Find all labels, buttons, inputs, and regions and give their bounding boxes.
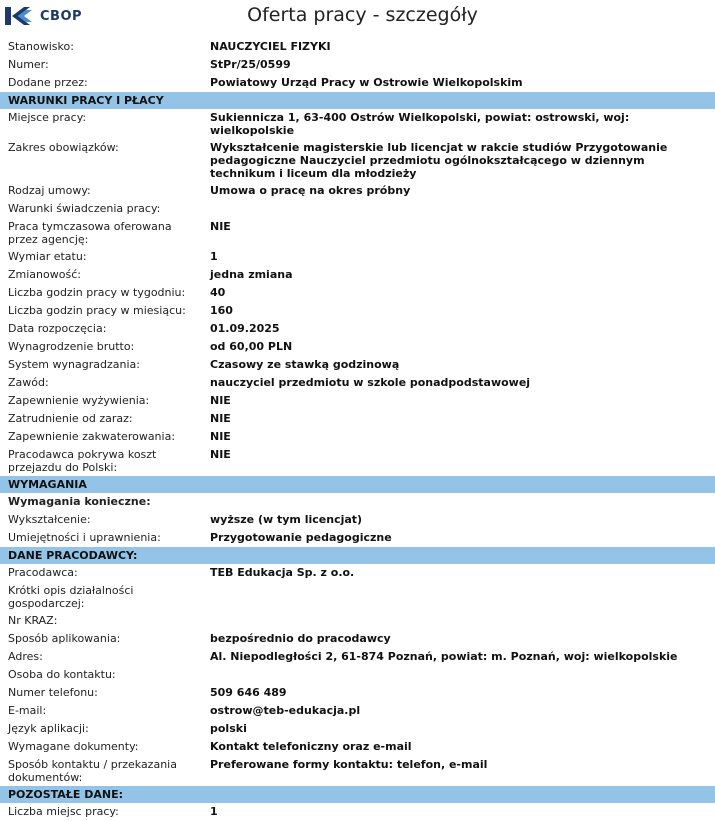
- detail-row: [0, 756, 715, 786]
- row-label: Numer:: [8, 58, 49, 71]
- row-value: od 60,00 PLN: [210, 340, 293, 353]
- detail-row: [0, 302, 715, 320]
- detail-row: [0, 200, 715, 218]
- row-label: Zakres obowiązków:: [8, 141, 119, 154]
- row-label: Liczba godzin pracy w tygodniu:: [8, 286, 186, 299]
- detail-row: [0, 374, 715, 392]
- section-header-requirements: [0, 476, 715, 493]
- row-value: Preferowane formy kontaktu: telefon, e-mail: [210, 758, 488, 771]
- row-value: polski: [210, 722, 247, 735]
- row-value: 1: [210, 250, 218, 263]
- row-value: [202, 582, 715, 612]
- detail-row: [0, 139, 715, 182]
- detail-row: [0, 428, 715, 446]
- row-label: Umiejętności i uprawnienia:: [8, 531, 161, 544]
- row-value: 40: [210, 286, 226, 299]
- row-label: Miejsce pracy:: [8, 111, 87, 124]
- detail-row: [0, 266, 715, 284]
- section-header-employer: [0, 547, 715, 564]
- detail-row: [0, 248, 715, 266]
- detail-row: [0, 648, 715, 666]
- row-label: Stanowisko:: [8, 40, 74, 53]
- row-value: 01.09.2025: [210, 322, 280, 335]
- row-value: NIE: [210, 394, 231, 407]
- row-value: [202, 666, 715, 684]
- detail-row: [0, 338, 715, 356]
- offer-details-table: [0, 38, 715, 821]
- detail-row: [0, 218, 715, 248]
- row-value: NIE: [210, 430, 231, 443]
- logo-text: CBOP: [40, 8, 83, 24]
- row-value: NIE: [210, 220, 231, 233]
- row-label: Zapewnienie wyżywienia:: [8, 394, 150, 407]
- row-value: Sukiennicza 1, 63-400 Ostrów Wielkopolski, powiat: ostrowski, woj: wielkopolskie: [210, 111, 630, 137]
- detail-row: [0, 320, 715, 338]
- row-label: Zawód:: [8, 376, 49, 389]
- row-label: Dodane przez:: [8, 76, 88, 89]
- row-value: NIE: [210, 448, 231, 461]
- row-label: Pracodawca:: [8, 566, 78, 579]
- page-title: Oferta pracy - szczegóły: [247, 4, 478, 26]
- detail-row: [0, 738, 715, 756]
- requirements-subheading-row: [0, 493, 715, 511]
- section-title: WARUNKI PRACY I PŁACY: [0, 92, 715, 109]
- detail-row: [0, 564, 715, 582]
- row-label: Osoba do kontaktu:: [8, 668, 116, 681]
- row-label: Krótki opis działalności gospodarczej:: [8, 584, 134, 610]
- detail-row: [0, 529, 715, 547]
- section-header-conditions: [0, 92, 715, 109]
- row-value: TEB Edukacja Sp. z o.o.: [210, 566, 355, 579]
- detail-row: [0, 666, 715, 684]
- detail-row: [0, 803, 715, 821]
- detail-row: [0, 630, 715, 648]
- requirements-subheading: Wymagania konieczne:: [8, 495, 151, 508]
- row-label: Zapewnienie zakwaterowania:: [8, 430, 176, 443]
- detail-row-position: [0, 38, 715, 56]
- detail-row: [0, 284, 715, 302]
- row-value: StPr/25/0599: [210, 58, 291, 71]
- row-label: Liczba godzin pracy w miesiącu:: [8, 304, 186, 317]
- detail-row: [0, 702, 715, 720]
- row-value: [202, 200, 715, 218]
- row-label: Wykształcenie:: [8, 513, 91, 526]
- detail-row: [0, 720, 715, 738]
- detail-row: [0, 582, 715, 612]
- row-label: Wynagrodzenie brutto:: [8, 340, 135, 353]
- row-value: nauczyciel przedmiotu w szkole ponadpodstawowej: [210, 376, 531, 389]
- row-value: Umowa o pracę na okres próbny: [210, 184, 411, 197]
- row-label: Wymiar etatu:: [8, 250, 87, 263]
- row-value: 160: [210, 304, 233, 317]
- row-label: Nr KRAZ:: [8, 614, 58, 627]
- detail-row: [0, 182, 715, 200]
- row-value: Czasowy ze stawką godzinową: [210, 358, 400, 371]
- row-label: Sposób aplikowania:: [8, 632, 121, 645]
- row-label: Pracodawca pokrywa koszt przejazdu do Polski:: [8, 448, 157, 474]
- detail-row: [0, 612, 715, 630]
- row-label: Wymagane dokumenty:: [8, 740, 139, 753]
- row-value: Przygotowanie pedagogiczne: [210, 531, 392, 544]
- row-value: Wykształcenie magisterskie lub licencjat w rakcie studiów Przygotowanie pedagogiczne Nauczyciel przedmiotu ogólnokształcącego w dziennym technikum i liceum dla młodzieży: [210, 141, 668, 180]
- row-label: E-mail:: [8, 704, 47, 717]
- section-title: WYMAGANIA: [0, 476, 715, 493]
- row-value: NAUCZYCIEL FIZYKI: [210, 40, 331, 53]
- row-value: 1: [210, 805, 218, 818]
- row-label: Praca tymczasowa oferowana przez agencję:: [8, 220, 172, 246]
- detail-row-added-by: [0, 74, 715, 92]
- row-label: Liczba miejsc pracy:: [8, 805, 119, 818]
- detail-row: [0, 446, 715, 476]
- row-value: [202, 612, 715, 630]
- row-label: Adres:: [8, 650, 43, 663]
- row-label: Język aplikacji:: [8, 722, 89, 735]
- row-value: jedna zmiana: [210, 268, 293, 281]
- row-label: Data rozpoczęcia:: [8, 322, 107, 335]
- row-value: Powiatowy Urząd Pracy w Ostrowie Wielkopolskim: [210, 76, 523, 89]
- section-title: POZOSTAŁE DANE:: [0, 786, 715, 803]
- row-value: Al. Niepodległości 2, 61-874 Poznań, powiat: m. Poznań, woj: wielkopolskie: [210, 650, 678, 663]
- detail-row: [0, 511, 715, 529]
- row-value: ostrow@teb-edukacja.pl: [210, 704, 361, 717]
- row-value: bezpośrednio do pracodawcy: [210, 632, 391, 645]
- detail-row: [0, 410, 715, 428]
- row-value: Kontakt telefoniczny oraz e-mail: [210, 740, 412, 753]
- row-label: System wynagradzania:: [8, 358, 140, 371]
- detail-row: [0, 109, 715, 139]
- page-header: [0, 0, 715, 34]
- detail-row-number: [0, 56, 715, 74]
- detail-row: [0, 356, 715, 374]
- row-label: Warunki świadczenia pracy:: [8, 202, 161, 215]
- row-label: Zmianowość:: [8, 268, 81, 281]
- row-label: Zatrudnienie od zaraz:: [8, 412, 133, 425]
- row-label: Rodzaj umowy:: [8, 184, 91, 197]
- section-title: DANE PRACODAWCY:: [0, 547, 715, 564]
- row-value: NIE: [210, 412, 231, 425]
- row-label: Numer telefonu:: [8, 686, 98, 699]
- detail-row: [0, 392, 715, 410]
- row-value: 509 646 489: [210, 686, 287, 699]
- row-value: wyższe (w tym licencjat): [210, 513, 363, 526]
- row-label: Sposób kontaktu / przekazania dokumentów:: [8, 758, 177, 784]
- detail-row: [0, 684, 715, 702]
